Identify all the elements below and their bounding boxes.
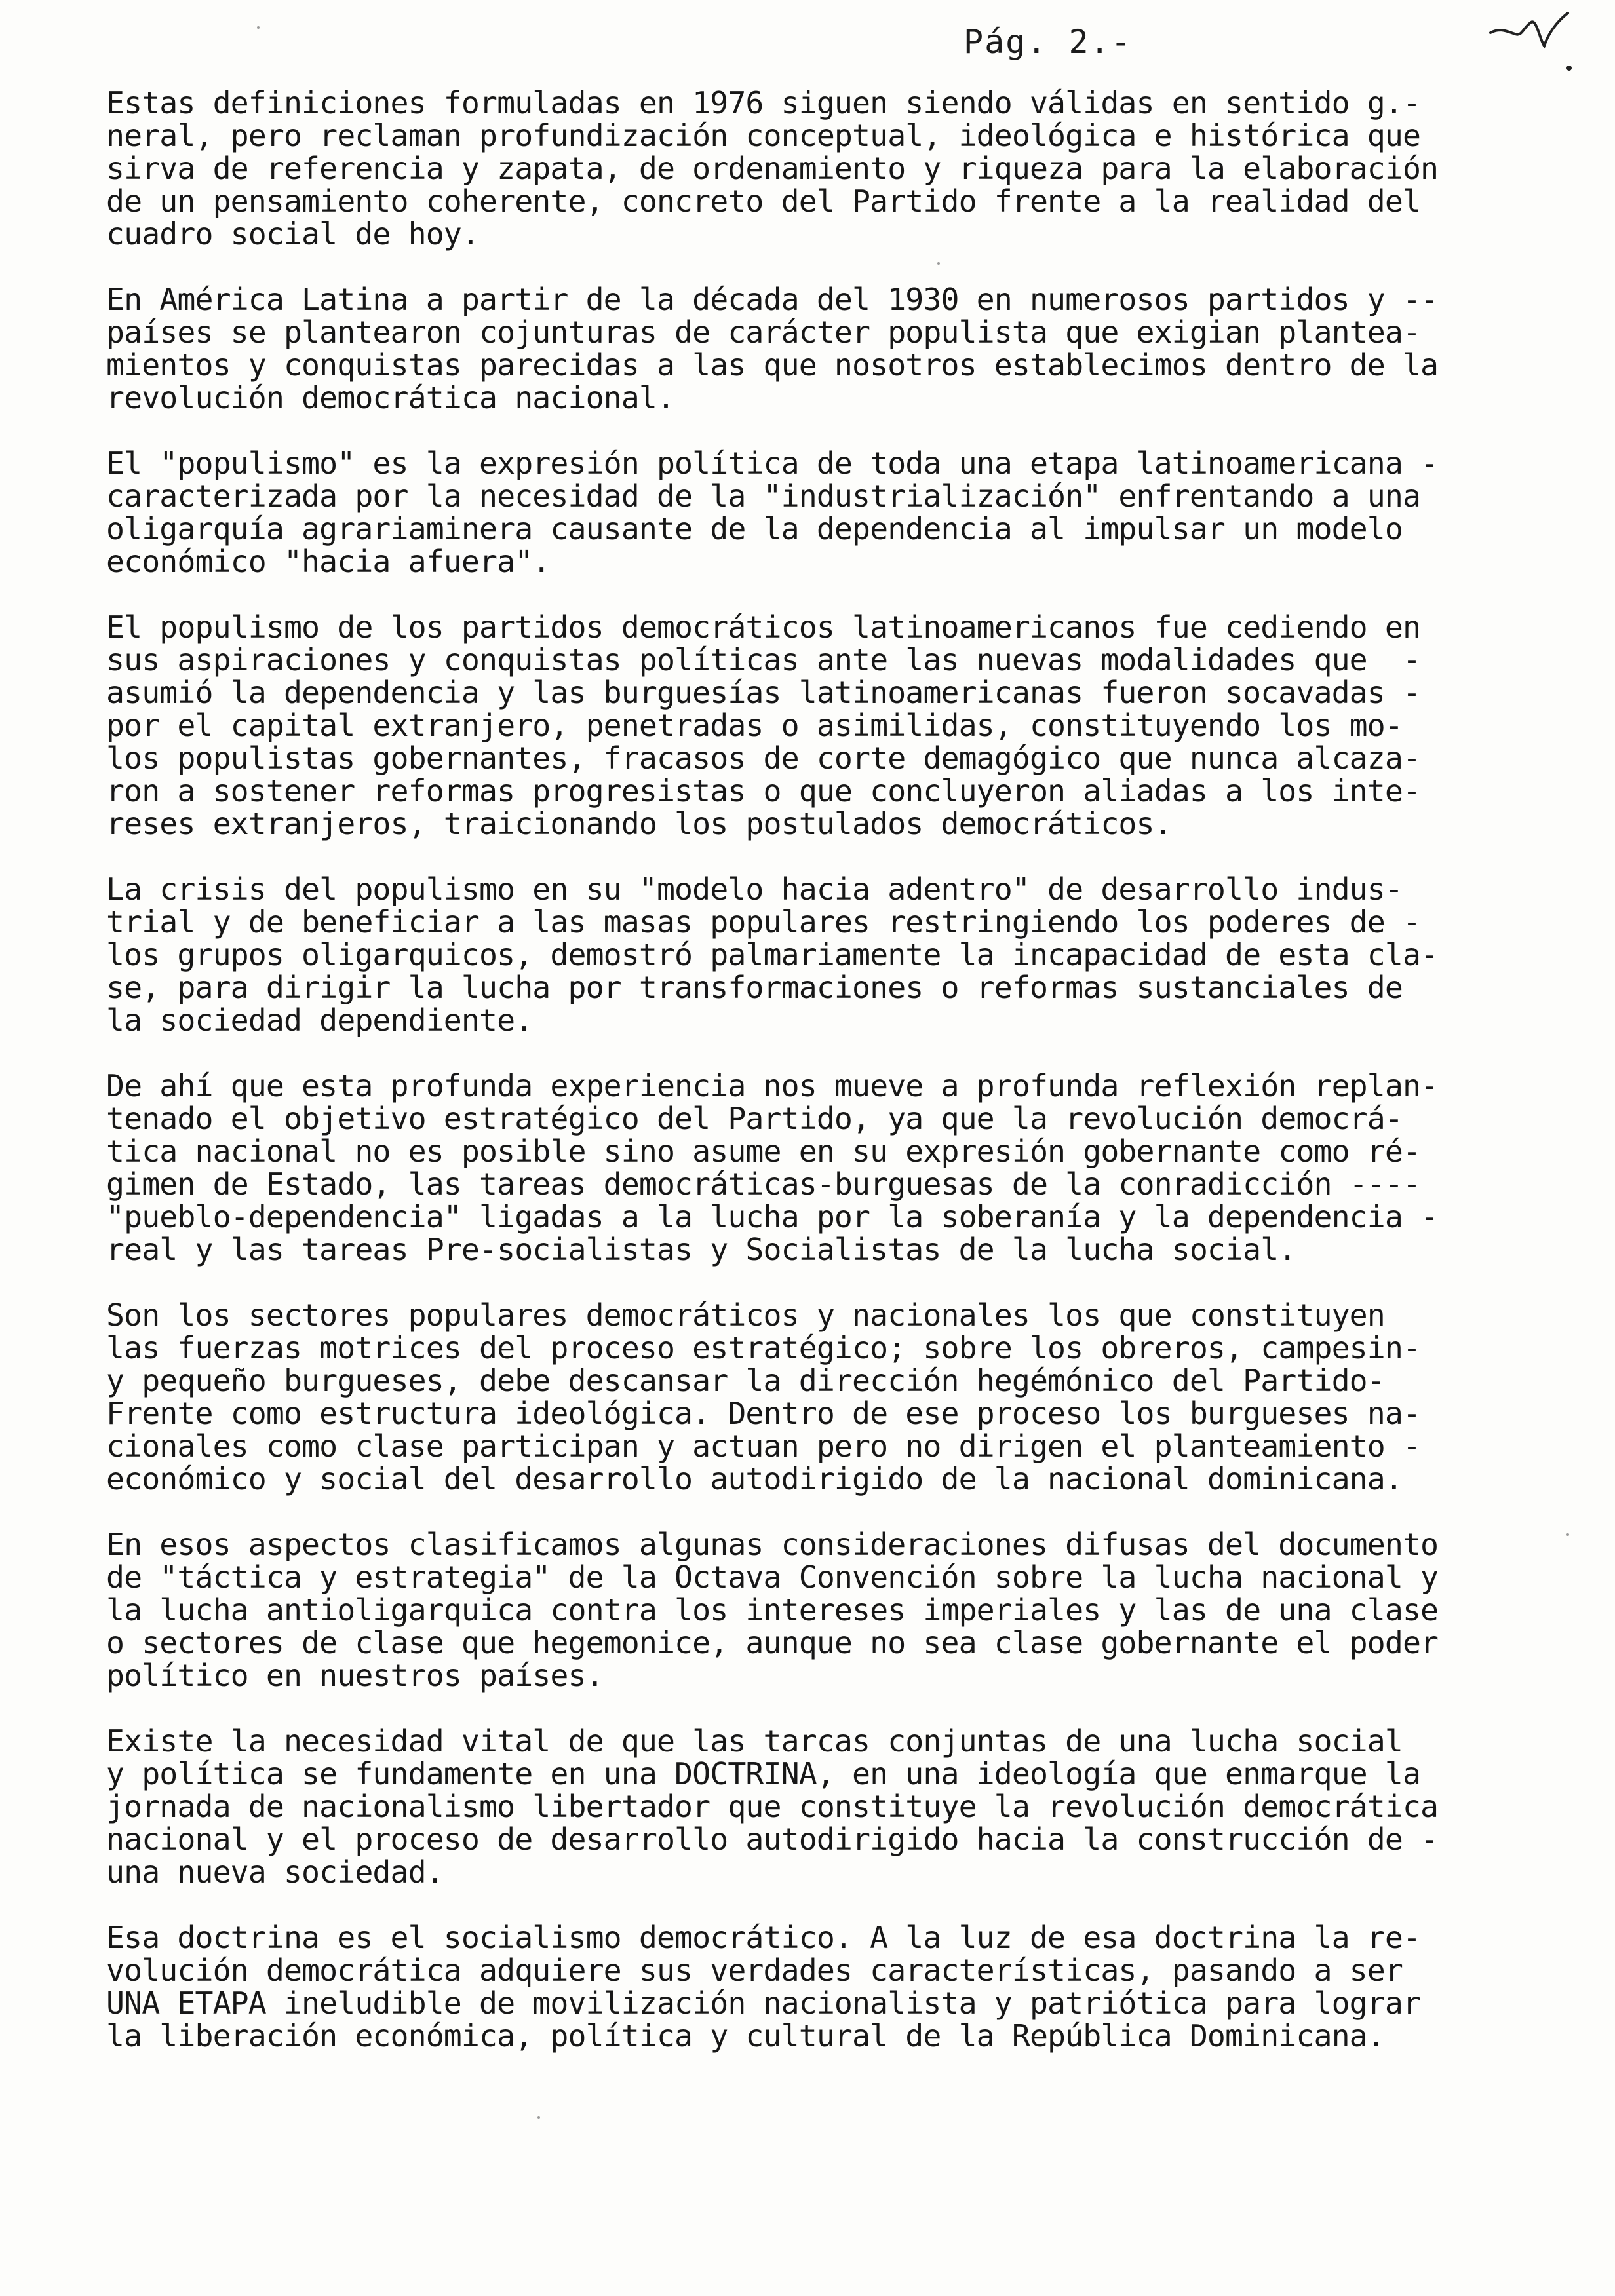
text-line: cuadro social de hoy. [106, 216, 480, 252]
document-body [106, 86, 1581, 2085]
text-line: la sociedad dependiente. [106, 1003, 533, 1038]
text-line: los grupos oligarquicos, demostró palmariamente la incapacidad de esta cla- [106, 937, 1439, 972]
text-line: económico y social del desarrollo autodirigido de la nacional dominicana. [106, 1461, 1403, 1497]
text-line: La crisis del populismo en su "modelo hacia adentro" de desarrollo indus- [106, 871, 1403, 907]
text-line: gimen de Estado, las tareas democráticas-burguesas de la conradicción ---- [106, 1166, 1421, 1202]
text-line: jornada de nacionalismo libertador que constituye la revolución democrática [106, 1789, 1439, 1824]
text-line: real y las tareas Pre-socialistas y Socialistas de la lucha social. [106, 1232, 1296, 1267]
paragraph-3 [106, 447, 1581, 578]
scan-speck [1566, 1533, 1569, 1536]
text-line: Frente como estructura ideológica. Dentro de ese proceso los burgueses na- [106, 1396, 1421, 1431]
text-line: tenado el objetivo estratégico del Partido, ya que la revolución democrá- [106, 1101, 1403, 1136]
text-line: volución democrática adquiere sus verdades características, pasando a ser [106, 1953, 1403, 1988]
text-line: sirva de referencia y zapata, de ordenamiento y riqueza para la elaboración [106, 151, 1439, 186]
paragraph-9 [106, 1725, 1581, 1888]
text-line: En América Latina a partir de la década del 1930 en numerosos partidos y -- [106, 282, 1439, 317]
text-line: Esa doctrina es el socialismo democrático. A la luz de esa doctrina la re- [106, 1920, 1421, 1955]
scan-speck [537, 2116, 540, 2119]
text-line: por el capital extranjero, penetradas o asimilidas, constituyendo los mo- [106, 708, 1403, 743]
text-line: y pequeño burgueses, debe descansar la dirección hegémónico del Partido- [106, 1363, 1385, 1398]
text-line: De ahí que esta profunda experiencia nos mueve a profunda reflexión replan- [106, 1068, 1439, 1103]
text-line: neral, pero reclaman profundización conceptual, ideológica e histórica que [106, 118, 1421, 153]
paragraph-5 [106, 873, 1581, 1037]
text-line: caracterizada por la necesidad de la "industrialización" enfrentando a una [106, 478, 1421, 514]
text-line: países se plantearon cojunturas de carácter populista que exigian planteа- [106, 315, 1421, 350]
text-line: En esos aspectos clasificamos algunas consideraciones difusas del documento [106, 1527, 1439, 1562]
text-line: Existe la necesidad vital de que las tarcas conjuntas de una lucha social [106, 1723, 1403, 1759]
text-line: oligarquía agrariaminera causante de la dependencia al impulsar un modelo [106, 511, 1403, 546]
text-line: revolución democrática nacional. [106, 380, 675, 415]
text-line: UNA ETAPA ineludible de movilización nacionalista y patriótica para lograr [106, 1985, 1421, 2021]
text-line: Son los sectores populares democráticos y nacionales los que constituyen [106, 1297, 1385, 1333]
text-line: Estas definiciones formuladas en 1976 siguen siendo válidas en sentido g.- [106, 85, 1421, 121]
text-line: económico "hacia afuera". [106, 544, 551, 579]
paragraph-7 [106, 1299, 1581, 1495]
paragraph-2 [106, 283, 1581, 414]
text-line: El populismo de los partidos democráticos latinoamericanos fue cediendo en [106, 609, 1421, 645]
text-line: de "táctica y estrategia" de la Octava Convención sobre la lucha nacional y [106, 1559, 1439, 1595]
text-line: reses extranjeros, traicionando los postulados democráticos. [106, 806, 1172, 841]
text-line: o sectores de clase que hegemonice, aunque no sea clase gobernante el poder [106, 1625, 1439, 1660]
text-line: se, para dirigir la lucha por transformaciones o reformas sustanciales de [106, 970, 1403, 1005]
text-line: mientos y conquistas parecidas a las que nosotros establecimos dentro de la [106, 347, 1439, 383]
paragraph-6 [106, 1069, 1581, 1266]
paragraph-8 [106, 1528, 1581, 1692]
text-line: las fuerzas motrices del proceso estratégico; sobre los obreros, campesin- [106, 1330, 1421, 1366]
paragraph-4 [106, 611, 1581, 840]
text-line: tica nacional no es posible sino asume en su expresión gobernante como ré- [106, 1134, 1421, 1169]
text-line: trial y de beneficiar a las masas populares restringiendo los poderes de - [106, 904, 1421, 940]
text-line: "pueblo-dependencia" ligadas a la lucha por la soberanía y la dependencia - [106, 1199, 1439, 1234]
paragraph-10 [106, 1921, 1581, 2052]
text-line: nacional y el proceso de desarrollo autodirigido hacia la construcción de - [106, 1822, 1439, 1857]
scan-speck [257, 26, 260, 29]
text-line: ron a sostener reformas progresistas o que concluyeron aliadas a los inte- [106, 773, 1421, 809]
text-line: de un pensamiento coherente, concreto del Partido frente a la realidad del [106, 183, 1421, 219]
text-line: cionales como clase participan y actuan pero no dirigen el planteamiento - [106, 1428, 1421, 1464]
text-line: asumió la dependencia y las burguesías latinoamericanas fueron socavadas - [106, 675, 1421, 710]
text-line: político en nuestros países. [106, 1658, 604, 1693]
text-line: los populistas gobernantes, fracasos de corte demagógico que nunca alcaza- [106, 740, 1421, 776]
text-line: sus aspiraciones y conquistas políticas ante las nuevas modalidades que - [106, 642, 1421, 678]
text-line: y política se fundamente en una DOCTRINA, en una ideología que enmarque la [106, 1756, 1421, 1791]
text-line: El "populismo" es la expresión política de toda una etapa latinoamericana - [106, 446, 1439, 481]
text-line: la lucha antioligarquica contra los intereses imperiales y las de una clase [106, 1592, 1439, 1628]
text-line: la liberación económica, política y cultural de la República Dominicana. [106, 2018, 1385, 2054]
scan-speck [937, 262, 940, 265]
text-line: una nueva sociedad. [106, 1854, 444, 1890]
page-number: Pág. 2.- [963, 23, 1132, 61]
paragraph-1 [106, 86, 1581, 250]
handwritten-mark [1471, 8, 1576, 80]
